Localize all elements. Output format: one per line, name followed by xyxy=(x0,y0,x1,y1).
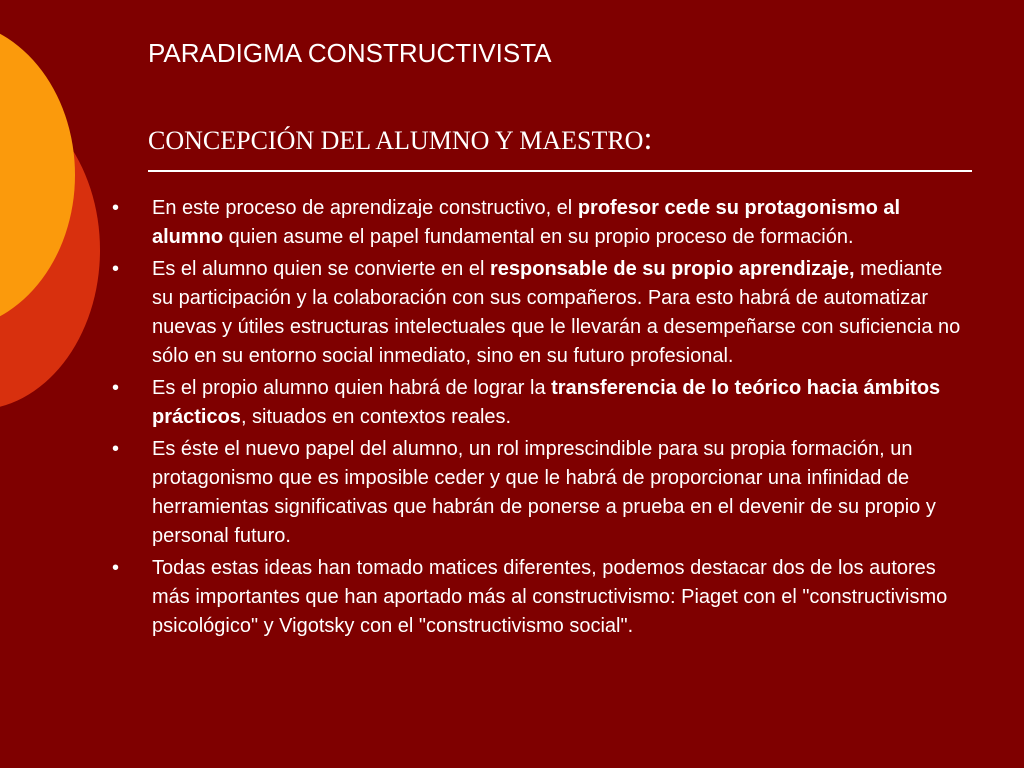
bullet-item xyxy=(112,435,962,551)
slide-subtitle xyxy=(148,120,652,157)
bullet-text: Es el alumno quien se convierte en el xyxy=(152,258,490,280)
bullet-item xyxy=(112,374,962,432)
bullet-dot: • xyxy=(112,197,120,219)
bullet-dot: • xyxy=(112,377,120,399)
bullet-emphasis: responsable de su propio aprendizaje, xyxy=(489,258,855,280)
bullet-text: Es éste el nuevo papel del alumno, un rol imprescindible para su propia formación, un protagonismo que es imposible ceder y que le habrá de proporcionar una infinidad de herramientas significativas que habrán de ponerse a prueba en el devenir de su propio y personal futuro. xyxy=(152,438,936,547)
bullet-text: Todas estas ideas han tomado matices diferentes, podemos destacar dos de los autores más importantes que han aportado más al constructivismo: Piaget con el "constructivismo psicológico" y Vigotsky con el "constructivismo social". xyxy=(152,557,948,637)
bullet-item xyxy=(112,194,962,252)
bullet-dot: • xyxy=(112,258,120,280)
bullet-text: Es el propio alumno quien habrá de lograr la xyxy=(152,377,552,399)
bullet-item xyxy=(112,554,962,641)
bullet-list xyxy=(112,194,982,644)
bullet-item xyxy=(112,255,962,371)
slide-title: PARADIGMA CONSTRUCTIVISTA xyxy=(148,38,552,68)
bullet-dot: • xyxy=(112,557,120,579)
title-underline xyxy=(148,170,972,172)
bullet-dot: • xyxy=(112,438,120,460)
bullet-text: quien asume el papel fundamental en su propio proceso de formación. xyxy=(223,226,854,248)
subtitle-text: CONCEPCIÓN DEL ALUMNO Y MAESTRO xyxy=(148,126,644,155)
bullet-emphasis: transferencia de lo teórico hacia ámbitos prácticos xyxy=(152,377,941,428)
bullet-text: , situados en contextos reales. xyxy=(240,406,512,428)
bullet-text: mediante su participación y la colaboración con sus compañeros. Para esto habrá de automatizar nuevas y útiles estructuras intelectuales que le llevarán a desempeñarse con suficiencia no sólo en su entorno social inmediato, sino en su futuro profesional. xyxy=(152,258,961,367)
bullet-text: En este proceso de aprendizaje constructivo, el xyxy=(152,197,578,219)
subtitle-colon: : xyxy=(643,120,653,156)
bullet-emphasis: profesor cede su protagonismo al alumno xyxy=(152,197,901,248)
